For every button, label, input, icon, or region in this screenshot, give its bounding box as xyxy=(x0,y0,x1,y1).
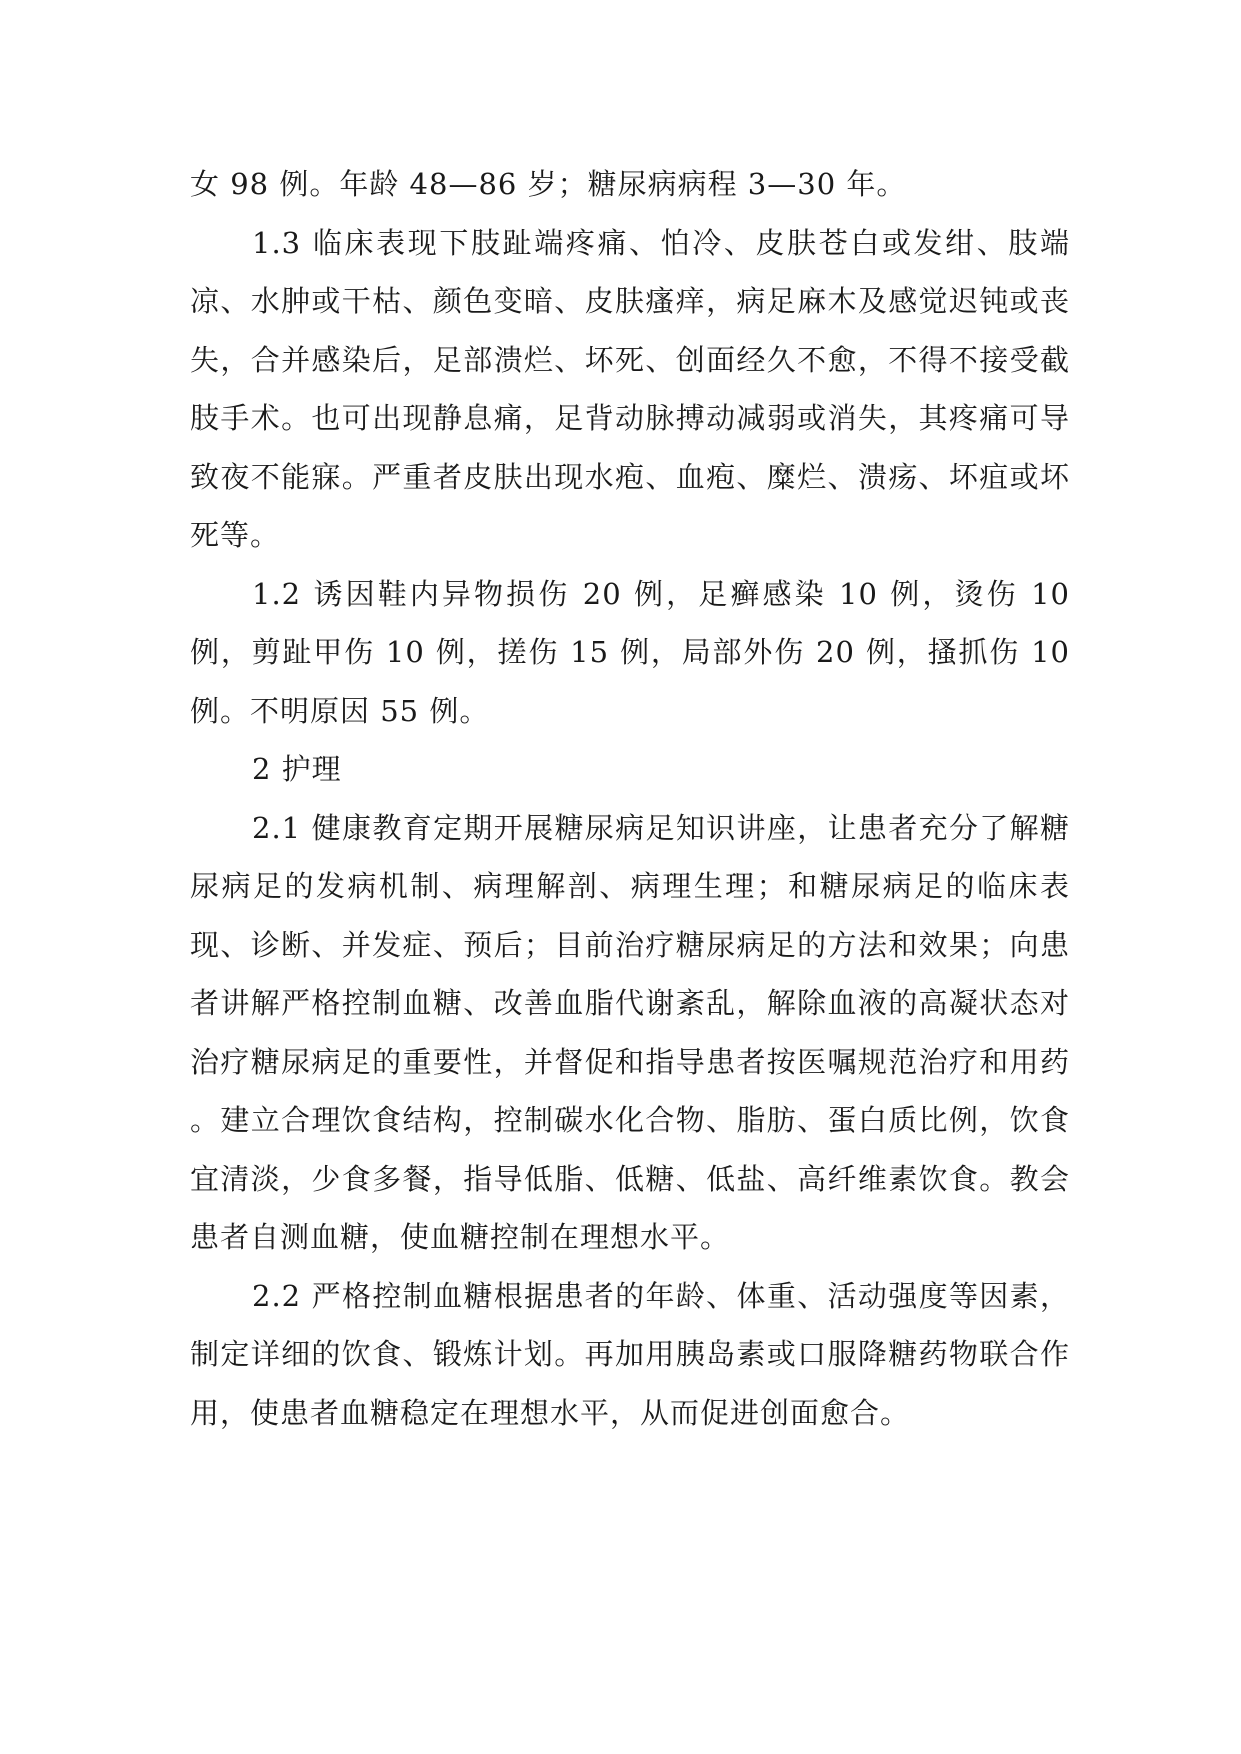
paragraph-blood-sugar-control: 2.2 严格控制血糖根据患者的年龄、体重、活动强度等因素，制定详细的饮食、锻炼计划。再加用胰岛素或口服降糖药物联合作用，使患者血糖稳定在理想水平，从而促进创面愈合。 xyxy=(190,1278,1070,1430)
section-heading-nursing: 2 护理 xyxy=(252,752,342,786)
paragraph-health-education: 2.1 健康教育定期开展糖尿病足知识讲座，让患者充分了解糖尿病足的发病机制、病理解剖、病理生理；和糖尿病足的临床表现、诊断、并发症、预后；目前治疗糖尿病足的方法和效果；向患者讲解严格控制血糖、改善血脂代谢紊乱，解除血液的高凝状态对治疗糖尿病足的重要性，并督促和指导患者按医嘱规范治疗和用药 。建立合理饮食结构，控制碳水化合物、脂肪、蛋白质比例，饮食宜清淡，少食多餐，指导低脂、低糖、低盐、高纤维素饮食。教会患者自测血糖，使血糖控制在理想水平。 xyxy=(190,810,1070,1254)
paragraph-continuation: 女 98 例。年龄 48—86 岁；糖尿病病程 3—30 年。 xyxy=(190,167,907,201)
body-text xyxy=(190,155,1070,1442)
paragraph-causes: 1.2 诱因鞋内异物损伤 20 例，足癣感染 10 例，烫伤 10 例，剪趾甲伤 10 例，搓伤 15 例，局部外伤 20 例，搔抓伤 10 例。不明原因 55 例。 xyxy=(190,576,1070,728)
paragraph-clinical-manifestations: 1.3 临床表现下肢趾端疼痛、怕冷、皮肤苍白或发绀、肢端凉、水肿或干枯、颜色变暗、皮肤瘙痒，病足麻木及感觉迟钝或丧失，合并感染后，足部溃烂、坏死、创面经久不愈，不得不接受截肢手术。也可出现静息痛，足背动脉搏动减弱或消失，其疼痛可导致夜不能寐。严重者皮肤出现水疱、血疱、糜烂、溃疡、坏疽或坏死等。 xyxy=(190,225,1070,552)
